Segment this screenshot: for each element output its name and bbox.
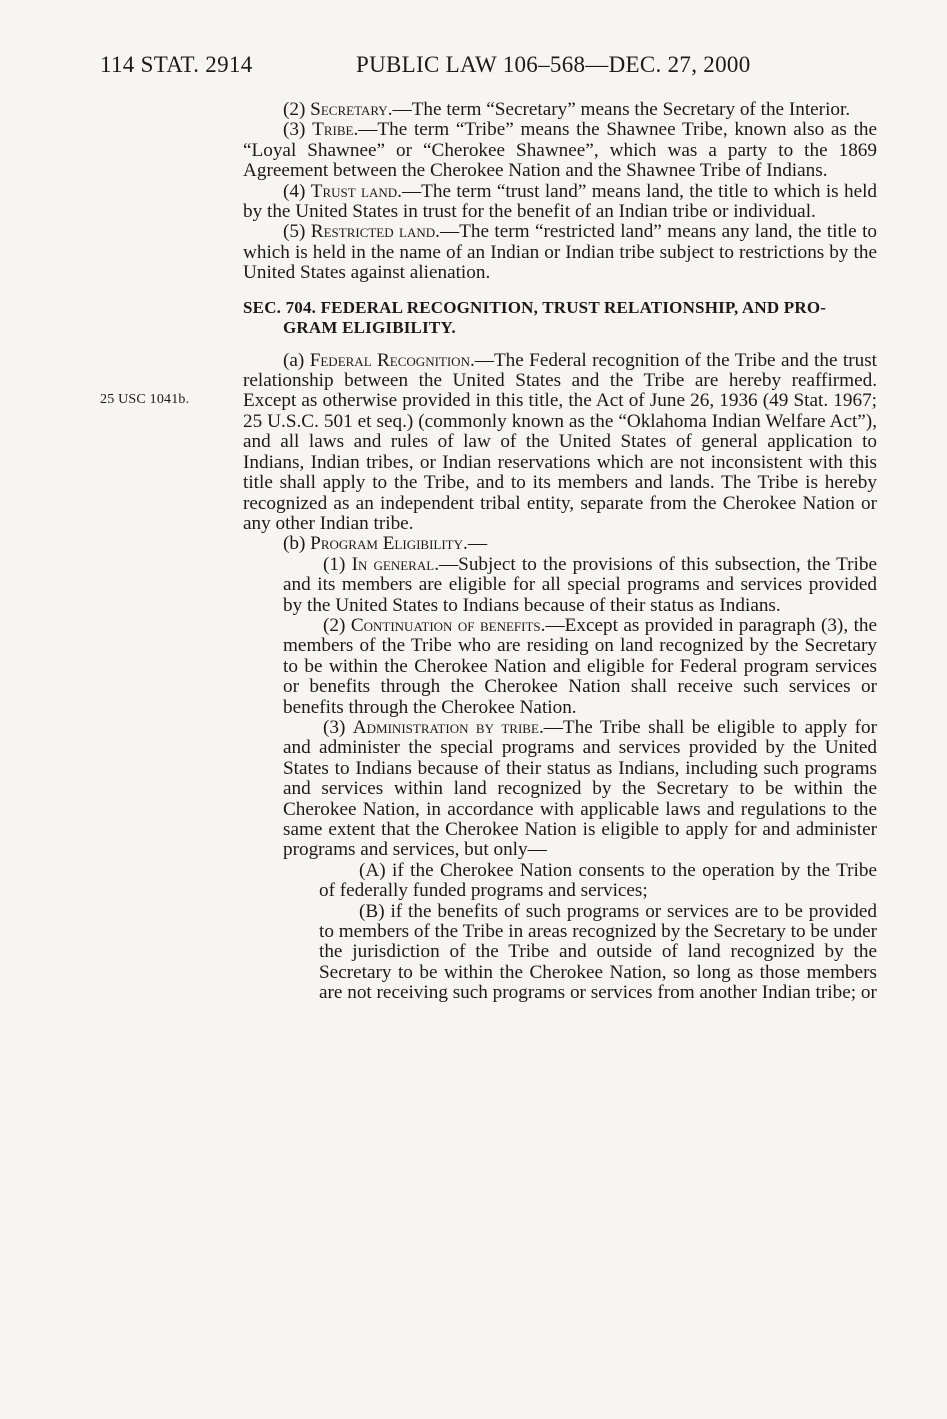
section-heading	[243, 298, 877, 338]
definition-paragraph: (4) Trust land.—The term “trust land” means land, the title to which is held by the United States in trust for the benefit of an Indian tribe or individual.	[243, 180, 878, 223]
subsection-b: (b) Program Eligibility.—	[283, 533, 487, 555]
paragraph-heading: Administration by tribe	[352, 716, 539, 738]
statute-page-number: 114 STAT. 2914	[100, 52, 253, 77]
public-law-citation: PUBLIC LAW 106–568—DEC. 27, 2000	[356, 52, 751, 77]
subparagraph-b: (B) if the benefits of such programs or services are to be provided to members of the Tribe in areas recognized by the Secretary to be under the jurisdiction of the Tribe and outside of land recognized by the Secretary to be within the Cherokee Nation, so long as those members are not receiving such programs or services from another Indian tribe; or	[319, 900, 877, 1004]
section-heading-line1: SEC. 704. FEDERAL RECOGNITION, TRUST RELATIONSHIP, AND PRO-	[243, 297, 827, 317]
defined-term: Trust land	[310, 180, 398, 202]
section-heading-line2: GRAM ELIGIBILITY.	[283, 317, 456, 337]
paragraph-heading: Continuation of benefits	[350, 614, 541, 636]
definition-paragraph: (5) Restricted land.—The term “restricted land” means any land, the title to which is held in the name of an Indian or Indian tribe subject to restrictions by the United States against alienation.	[243, 221, 877, 284]
margin-citation: 25 USC 1041b.	[100, 392, 190, 407]
defined-term: Restricted land	[310, 221, 436, 243]
page-header	[100, 52, 860, 86]
subsection-a: (a) Federal Recognition.—The Federal recognition of the Tribe and the trust relationship between the United States and the Tribe are hereby reaffirmed. Except as otherwise provided in this title, the Act of June 26, 1936 (49 Stat. 1967; 25 U.S.C. 501 et seq.) (commonly known as the “Oklahoma Indian Welfare Act”), and all laws and rules of law of the United States of general application to Indians, Indian tribes, or Indian reservations which are not inconsistent with this title shall apply to the Tribe, and to its members and lands. The Tribe is hereby recognized as an independent tribal entity, separate from the Cherokee Nation or any other Indian tribe.	[243, 349, 877, 534]
paragraph-b1: (1) In general.—Subject to the provisions of this subsection, the Tribe and its members are eligible for all special programs and services provided by the United States to Indians because of their status as Indians.	[283, 553, 877, 616]
subsection-b-heading: Program Eligibility	[310, 533, 464, 555]
subsection-a-heading: Federal Recognition	[309, 349, 470, 371]
paragraph-b2: (2) Continuation of benefits.—Except as provided in paragraph (3), the members of the Tribe who are residing on land recognized by the Secretary to be within the Cherokee Nation and eligible for Federal program services or benefits through the Cherokee Nation shall receive such services or benefits through the Cherokee Nation.	[283, 614, 878, 718]
defined-term: Secretary	[310, 99, 388, 120]
definition-paragraph: (2) Secretary.—The term “Secretary” means the Secretary of the Interior.	[283, 99, 851, 120]
definition-paragraph: (3) Tribe.—The term “Tribe” means the Shawnee Tribe, known also as the “Loyal Shawnee” or “Cherokee Shawnee”, which was a party to the 1869 Agreement between the Cherokee Nation and the Shawnee Tribe of Indians.	[243, 119, 878, 182]
paragraph-heading: In general	[351, 553, 435, 575]
defined-term: Tribe	[312, 119, 354, 141]
body-text	[243, 100, 877, 1004]
paragraph-b3: (3) Administration by tribe.—The Tribe shall be eligible to apply for and administer the special programs and services provided by the United States to Indians because of their status as Indians, including such programs and services within land recognized by the Secretary to be within the Cherokee Nation, in accordance with applicable laws and regulations to the same extent that the Cherokee Nation is eligible to apply for and administer programs and services, but only—	[283, 716, 877, 861]
subparagraph-a: (A) if the Cherokee Nation consents to the operation by the Tribe of federally funded programs and services;	[319, 859, 877, 902]
